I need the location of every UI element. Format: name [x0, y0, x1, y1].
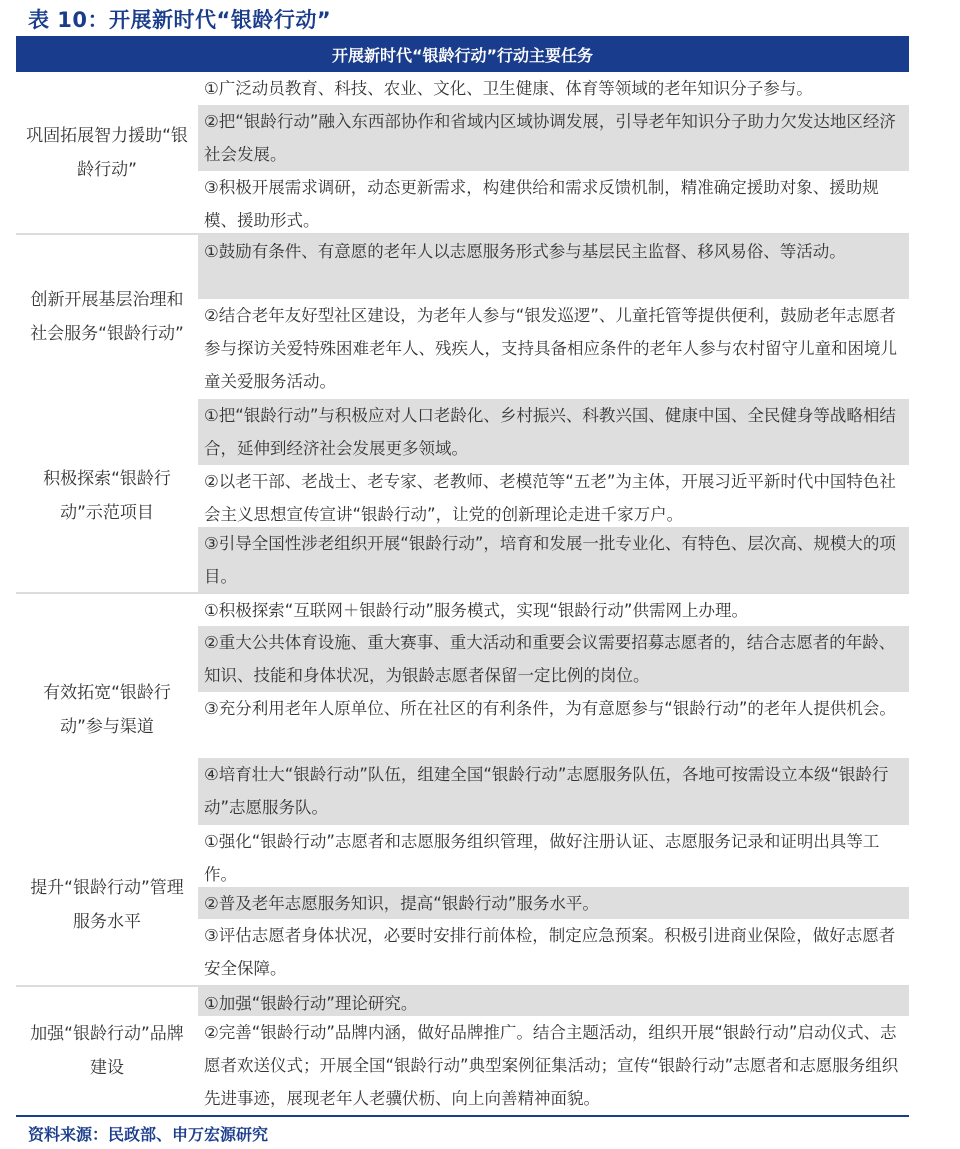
task-item: ②把“银龄行动”融入东西部协作和省域内区域协调发展，引导老年知识分子助力欠发达地区经济社会发展。: [198, 105, 909, 171]
task-group: [16, 825, 909, 985]
task-item: ①加强“银龄行动”理论研究。: [198, 987, 909, 1016]
task-item: ①把“银龄行动”与积极应对人口老龄化、乡村振兴、科教兴国、健康中国、全民健身等战略相结合，延伸到经济社会发展更多领域。: [198, 399, 909, 465]
task-item: ③积极开展需求调研，动态更新需求，构建供给和需求反馈机制，精准确定援助对象、援助规模、援助形式。: [204, 178, 879, 230]
group-category: 巩固拓展智力援助“银龄行动”: [26, 125, 188, 180]
table-header: 开展新时代“银龄行动”行动主要任务: [16, 36, 909, 72]
task-item: ②完善“银龄行动”品牌内涵，做好品牌推广。结合主题活动，组织开展“银龄行动”启动仪式、志愿者欢送仪式；开展全国“银龄行动”典型案例征集活动；宣传“银龄行动”志愿者和志愿服务组织先进事迹，展现老年人老骥伏枥、向上向善精神面貌。: [204, 1023, 899, 1108]
task-group: [16, 987, 909, 1114]
task-group: [16, 399, 909, 592]
task-item: ①广泛动员教育、科技、农业、文化、卫生健康、体育等领域的老年知识分子参与。: [204, 79, 813, 98]
task-group: [16, 594, 909, 825]
task-item: ②普及老年志愿服务知识，提高“银龄行动”服务水平。: [198, 887, 909, 919]
task-group: [16, 72, 909, 233]
task-item: ②结合老年友好型社区建设，为老年人参与“银发巡逻”、儿童托管等提供便利，鼓励老年志愿者参与探访关爱特殊困难老年人、残疾人，支持具备相应条件的老年人参与农村留守儿童和困境儿童关爱服务活动。: [204, 306, 897, 391]
table-title: 表 10：开展新时代“银龄行动”: [28, 8, 332, 32]
source-note: 资料来源：民政部、申万宏源研究: [28, 1125, 269, 1144]
group-category: 有效拓宽“银龄行动”参与渠道: [43, 682, 171, 737]
task-item: ③充分利用老年人原单位、所在社区的有利条件，为有意愿参与“银龄行动”的老年人提供机会。: [204, 699, 896, 718]
task-group: [16, 235, 909, 399]
task-item: ③评估志愿者身体状况，必要时安排行前体检，制定应急预案。积极引进商业保险，做好志愿者安全保障。: [204, 926, 896, 978]
task-item: ①强化“银龄行动”志愿者和志愿服务组织管理，做好注册认证、志愿服务记录和证明出具等工作。: [204, 832, 880, 884]
group-category: 创新开展基层治理和社会服务“银龄行动”: [30, 290, 184, 344]
group-category: 加强“银龄行动”品牌建设: [30, 1023, 184, 1078]
group-category: 积极探索“银龄行动”示范项目: [43, 468, 171, 523]
task-item: ①鼓励有条件、有意愿的老年人以志愿服务形式参与基层民主监督、移风易俗、等活动。: [198, 235, 909, 299]
table-bottom-rule: [16, 1115, 909, 1117]
task-item: ②重大公共体育设施、重大赛事、重大活动和重要会议需要招募志愿者的，结合志愿者的年龄、知识、技能和身体状况，为银龄志愿者保留一定比例的岗位。: [198, 626, 909, 692]
task-item: ③引导全国性涉老组织开展“银龄行动”，培育和发展一批专业化、有特色、层次高、规模大的项目。: [198, 527, 909, 592]
group-category: 提升“银龄行动”管理服务水平: [30, 878, 184, 932]
task-item: ④培育壮大“银龄行动”队伍，组建全国“银龄行动”志愿服务队伍，各地可按需设立本级“银龄行动”志愿服务队。: [198, 758, 909, 825]
task-item: ①积极探索“互联网＋银龄行动”服务模式，实现“银龄行动”供需网上办理。: [204, 601, 748, 620]
task-item: ②以老干部、老战士、老专家、老教师、老模范等“五老”为主体，开展习近平新时代中国特色社会主义思想宣传宣讲“银龄行动”，让党的创新理论走进千家万户。: [204, 472, 896, 524]
